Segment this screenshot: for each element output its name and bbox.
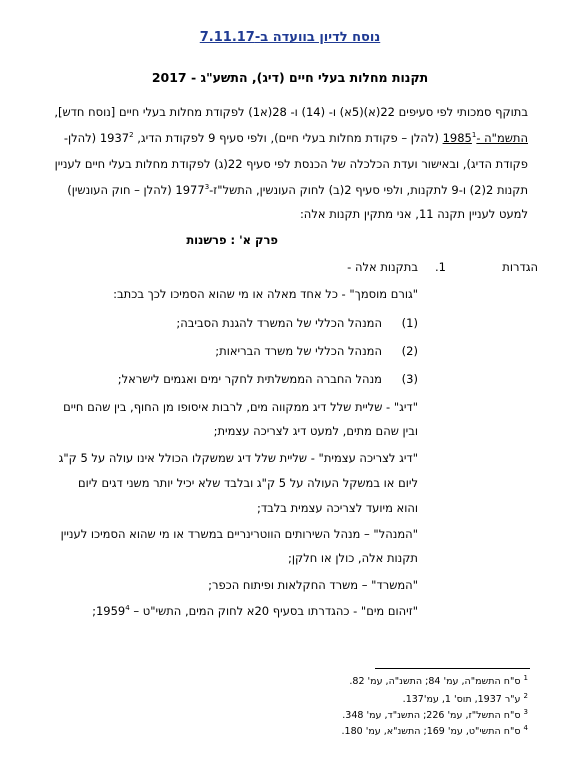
chapter-heading: פרק א' : פרשנות (186, 233, 278, 247)
list-item-number: (3) (401, 372, 418, 386)
definition-self-consumption-2: ליום או במשקל העולה על 5 ק"ג ובלבד שלא יכיל יותר משני דגים ליום (77, 476, 418, 490)
list-item-number: (2) (401, 344, 418, 358)
footnote-ref[interactable]: 1 (471, 131, 477, 140)
definition-ministry: "המשרד" – משרד החקלאות ופיתוח הכפר; (208, 578, 418, 592)
definition-manager-1: "המנהל" – מנהל השירותים הווטרינריים במשרד או מי שהוא הסמיכו לעניין (60, 527, 418, 541)
footnote-text: ע"ר 1937, תוס' 1, עמ'137. (402, 694, 521, 705)
footnote (402, 691, 528, 705)
footnote-text: ס"ח התשמ"ה, עמ' 84; התשנ"ה, עמ' 82. (349, 676, 521, 687)
definition-fishing-1: "דיג" - שליית שלל דיג ממקווה מים, לרבות איסופו מן החוף, בין שהם חיים (63, 400, 418, 414)
preamble-line-4 (67, 182, 528, 198)
definition-water-pollution (92, 603, 418, 619)
footnote-number: 1 (523, 673, 528, 682)
preamble-text: בתוקף סמכותי לפי סעיפים 22(א)(5א) ו- (14) ו- 28(א1) לפקודת מחלות בעלי חיים [נוסח חדש], (54, 105, 528, 119)
preamble-text: התשמ"ה -1985 (442, 131, 528, 145)
footnote-number: 3 (523, 707, 528, 716)
footnote-text: ס"ח התשל"ז, עמ' 226; התשנ"ד, עמ' 348. (342, 710, 521, 721)
footnote (342, 707, 528, 721)
definition-manager-2: תקנות אלה, כולן או חלקן; (288, 551, 418, 565)
footnote-number: 2 (523, 691, 528, 700)
definition-self-consumption-3: והוא מיועד לצריכה עצמית בלבד; (256, 501, 418, 515)
definition-authorized: "גורם מוסמך" - כל אחד מאלה או מי שהוא הסמיכו לכך בכתב: (113, 287, 418, 301)
footnote-ref[interactable]: 2 (129, 131, 134, 140)
definition-text: "זיהום מים" - כהגדרתו בסעיף 20א לחוק המים, התשי"ט – 1959 (95, 604, 418, 618)
list-item-text: המנהל הכללי של המשרד להגנת הסביבה; (176, 316, 382, 330)
definition-self-consumption-1: "דיג לצריכה עצמית" - שליית שלל דיג שמשקלו הכולל אינו עולה על 5 ק"ג (58, 451, 418, 465)
list-item-number: (1) (401, 316, 418, 330)
preamble-line-1 (54, 104, 528, 120)
footnote-ref[interactable]: 4 (125, 604, 130, 613)
preamble-text: (להלן- (63, 131, 100, 145)
footnote-text: ס"ח התשי"ט, עמ' 169; התשנ"א, עמ' 180. (341, 726, 521, 737)
footnote (349, 673, 528, 687)
regulation-title: תקנות מחלות בעלי חיים (דיג), התשע"ג - 2017 (151, 70, 429, 85)
list-item-text: המנהל הכללי של משרד הבריאות; (215, 344, 382, 358)
section-number: 1. (435, 260, 446, 274)
preamble-text: תקנות 2(2) ו-9 לתקנות, ולפי סעיף 2(ב) לחוק העונשין, התשל"ז-1977 (175, 183, 528, 197)
preamble-line-2 (64, 130, 528, 146)
footnote-separator (375, 668, 530, 669)
footnote-number: 4 (523, 723, 528, 732)
list-item-text: מנהל החברה הממשלתית לחקר ימים ואגמים לישראל; (117, 372, 382, 386)
footnote-ref[interactable]: 3 (204, 183, 210, 192)
preamble-text: (להלן – חוק העונשין) (67, 183, 176, 197)
footnote (341, 723, 528, 737)
definition-fishing-2: ובין שהם מתים, למעט דיג לצריכה עצמית; (213, 424, 418, 438)
preamble-line-5: למעט לעניין תקנה 11, אני מתקין תקנות אלה: (299, 207, 528, 221)
preamble-text: (להלן – פקודת מחלות בעלי חיים), ולפי סעיף 9 לפקודת הדיג, 1937 (99, 131, 443, 145)
definition-text: ; (92, 604, 96, 618)
section-intro: בתקנות אלה - (347, 260, 418, 274)
section-margin-label: הגדרות (502, 260, 538, 274)
preamble-line-3: פקודת הדיג), ובאישור ועדת הכלכלה של הכנסת לפי סעיף 22(ג) לפקודת מחלות בעלי חיים לעניין (54, 157, 528, 171)
document-title: נוסח לדיון בוועדה ב-7.11.17 (199, 30, 381, 45)
